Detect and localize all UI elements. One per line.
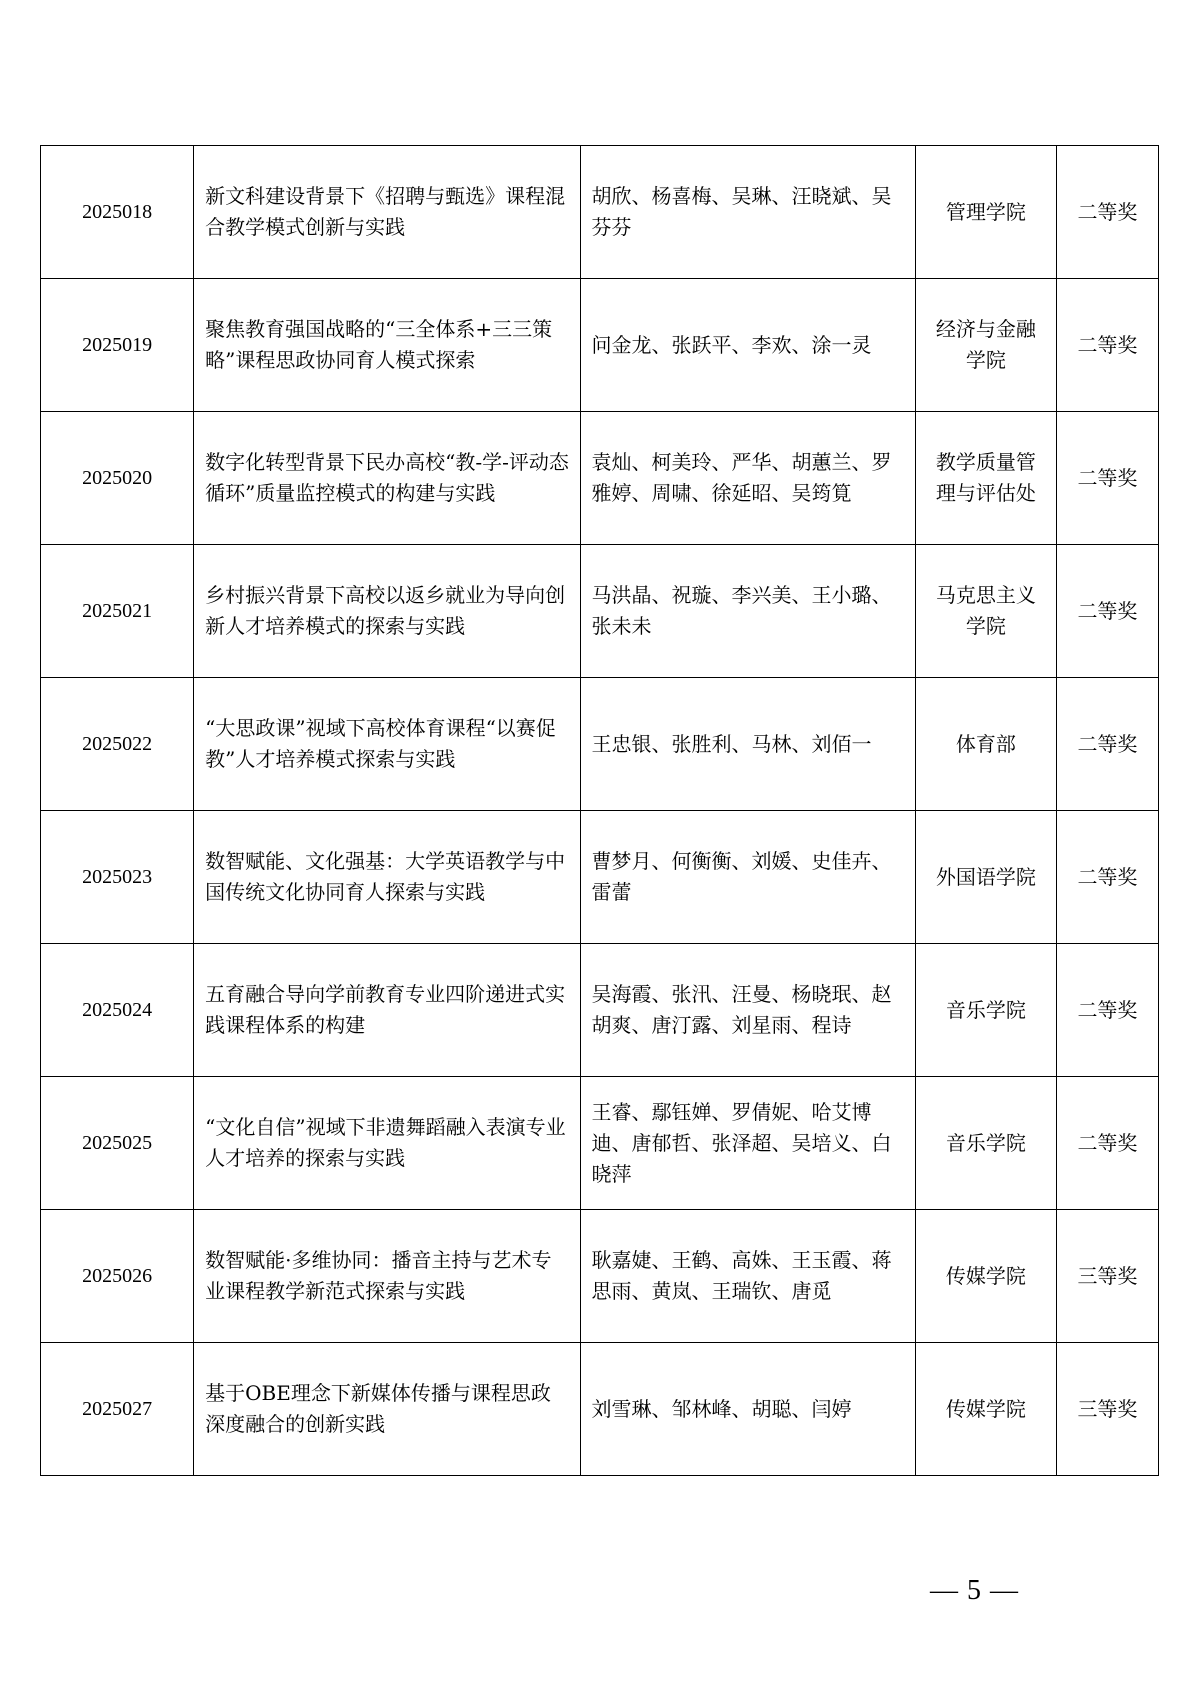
table-row bbox=[41, 678, 1159, 811]
award-cell: 三等奖 bbox=[1056, 1210, 1158, 1343]
project-id-cell: 2025022 bbox=[41, 678, 194, 811]
department-cell: 马克思主义学院 bbox=[915, 545, 1056, 678]
project-id-cell: 2025018 bbox=[41, 146, 194, 279]
project-title-cell: 聚焦教育强国战略的“三全体系+三三策略”课程思政协同育人模式探索 bbox=[194, 279, 581, 412]
page-number: — 5 — bbox=[930, 1575, 1019, 1606]
table-row bbox=[41, 279, 1159, 412]
award-cell: 二等奖 bbox=[1056, 412, 1158, 545]
project-title-cell: 数智赋能、文化强基：大学英语教学与中国传统文化协同育人探索与实践 bbox=[194, 811, 581, 944]
members-cell: 马洪晶、祝璇、李兴美、王小璐、张未未 bbox=[581, 545, 915, 678]
table-row bbox=[41, 545, 1159, 678]
members-cell: 曹梦月、何衡衡、刘媛、史佳卉、雷蕾 bbox=[581, 811, 915, 944]
award-cell: 二等奖 bbox=[1056, 279, 1158, 412]
table-row bbox=[41, 1077, 1159, 1210]
members-cell: 王忠银、张胜利、马林、刘佰一 bbox=[581, 678, 915, 811]
project-id-cell: 2025019 bbox=[41, 279, 194, 412]
project-title-cell: 数字化转型背景下民办高校“教-学-评动态循环”质量监控模式的构建与实践 bbox=[194, 412, 581, 545]
project-title-cell: 乡村振兴背景下高校以返乡就业为导向创新人才培养模式的探索与实践 bbox=[194, 545, 581, 678]
project-title-cell: “大思政课”视域下高校体育课程“以赛促教”人才培养模式探索与实践 bbox=[194, 678, 581, 811]
department-cell: 外国语学院 bbox=[915, 811, 1056, 944]
project-title-cell: “文化自信”视域下非遗舞蹈融入表演专业人才培养的探索与实践 bbox=[194, 1077, 581, 1210]
department-cell: 音乐学院 bbox=[915, 1077, 1056, 1210]
department-cell: 传媒学院 bbox=[915, 1210, 1056, 1343]
project-title-cell: 五育融合导向学前教育专业四阶递进式实践课程体系的构建 bbox=[194, 944, 581, 1077]
department-cell: 管理学院 bbox=[915, 146, 1056, 279]
members-cell: 耿嘉婕、王鹤、高姝、王玉霞、蒋思雨、黄岚、王瑞钦、唐觅 bbox=[581, 1210, 915, 1343]
table-row bbox=[41, 811, 1159, 944]
project-id-cell: 2025024 bbox=[41, 944, 194, 1077]
project-id-cell: 2025021 bbox=[41, 545, 194, 678]
award-cell: 二等奖 bbox=[1056, 146, 1158, 279]
table-row bbox=[41, 146, 1159, 279]
department-cell: 体育部 bbox=[915, 678, 1056, 811]
project-id-cell: 2025020 bbox=[41, 412, 194, 545]
project-id-cell: 2025027 bbox=[41, 1343, 194, 1476]
award-cell: 二等奖 bbox=[1056, 1077, 1158, 1210]
award-cell: 二等奖 bbox=[1056, 545, 1158, 678]
award-cell: 二等奖 bbox=[1056, 944, 1158, 1077]
members-cell: 胡欣、杨喜梅、吴琳、汪晓斌、吴芬芬 bbox=[581, 146, 915, 279]
project-id-cell: 2025026 bbox=[41, 1210, 194, 1343]
members-cell: 袁灿、柯美玲、严华、胡蕙兰、罗雅婷、周啸、徐延昭、吴筠筧 bbox=[581, 412, 915, 545]
award-cell: 三等奖 bbox=[1056, 1343, 1158, 1476]
project-id-cell: 2025025 bbox=[41, 1077, 194, 1210]
table-row bbox=[41, 944, 1159, 1077]
award-cell: 二等奖 bbox=[1056, 811, 1158, 944]
members-cell: 问金龙、张跃平、李欢、涂一灵 bbox=[581, 279, 915, 412]
project-id-cell: 2025023 bbox=[41, 811, 194, 944]
department-cell: 音乐学院 bbox=[915, 944, 1056, 1077]
project-title-cell: 基于OBE理念下新媒体传播与课程思政深度融合的创新实践 bbox=[194, 1343, 581, 1476]
award-cell: 二等奖 bbox=[1056, 678, 1158, 811]
department-cell: 经济与金融学院 bbox=[915, 279, 1056, 412]
table-row bbox=[41, 412, 1159, 545]
members-cell: 王睿、鄢钰婵、罗倩妮、哈艾博迪、唐郁哲、张泽超、吴培义、白晓萍 bbox=[581, 1077, 915, 1210]
project-title-cell: 数智赋能·多维协同：播音主持与艺术专业课程教学新范式探索与实践 bbox=[194, 1210, 581, 1343]
table-row bbox=[41, 1343, 1159, 1476]
project-title-cell: 新文科建设背景下《招聘与甄选》课程混合教学模式创新与实践 bbox=[194, 146, 581, 279]
members-cell: 刘雪琳、邹林峰、胡聪、闫婷 bbox=[581, 1343, 915, 1476]
department-cell: 教学质量管理与评估处 bbox=[915, 412, 1056, 545]
department-cell: 传媒学院 bbox=[915, 1343, 1056, 1476]
members-cell: 吴海霞、张汛、汪曼、杨晓珉、赵胡爽、唐汀露、刘星雨、程诗 bbox=[581, 944, 915, 1077]
awards-table bbox=[40, 145, 1159, 1476]
table-row bbox=[41, 1210, 1159, 1343]
